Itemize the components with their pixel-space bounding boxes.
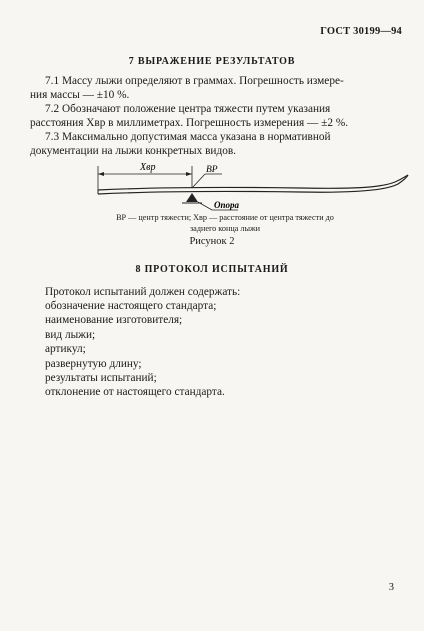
para-7-2-line1: 7.2 Обозначают положение центра тяжести путем указания [45,103,331,115]
section-7-title: 7 ВЫРАЖЕНИЕ РЕЗУЛЬТАТОВ [128,56,296,67]
support-triangle [186,193,198,202]
page-number: 3 [388,582,394,593]
protocol-intro: Протокол испытаний должен содержать: [45,286,241,298]
list-item: отклонение от настоящего стандарта. [45,386,225,399]
support-leader [198,202,212,210]
figure-caption-line1: ВР — центр тяжести; Xвр — расстояние от центра тяжести до [116,213,334,222]
para-7-1-line2: ния массы — ±10 %. [30,89,130,101]
ski-diagram [0,158,424,218]
section-8-title: 8 ПРОТОКОЛ ИСПЫТАНИЙ [135,264,289,275]
ski-bottom-edge [98,175,408,194]
label-distance: Xвр [140,162,156,173]
label-support: Опора [214,200,240,210]
figure-title: Рисунок 2 [189,236,235,247]
dim-arrow-right [186,172,192,176]
list-item: вид лыжи; [45,328,96,341]
ski-top-edge [98,175,408,190]
label-center: ВР [206,165,218,175]
standard-header: ГОСТ 30199—94 [320,26,402,37]
figure-caption [60,212,390,234]
list-item: артикул; [45,343,86,356]
list-item: развернутую длину; [45,357,142,370]
list-item: результаты испытаний; [45,372,157,385]
protocol-items [45,299,225,400]
center-leader [192,174,205,188]
list-item: наименование изготовителя; [45,314,183,327]
list-item: обозначение настоящего стандарта; [45,300,217,312]
para-7-3-line2: документации на лыжи конкретных видов. [30,145,237,157]
figure-caption-line2: заднего конца лыжи [189,224,261,233]
dim-arrow-left [98,172,104,176]
para-7-3-line1: 7.3 Максимально допустимая масса указана в нормативной [45,131,331,143]
para-7-1-line1: 7.1 Массу лыжи определяют в граммах. Погрешность измере- [45,75,344,87]
para-7-2-line2: расстояния Xвр в миллиметрах. Погрешность измерения — ±2 %. [30,117,349,129]
